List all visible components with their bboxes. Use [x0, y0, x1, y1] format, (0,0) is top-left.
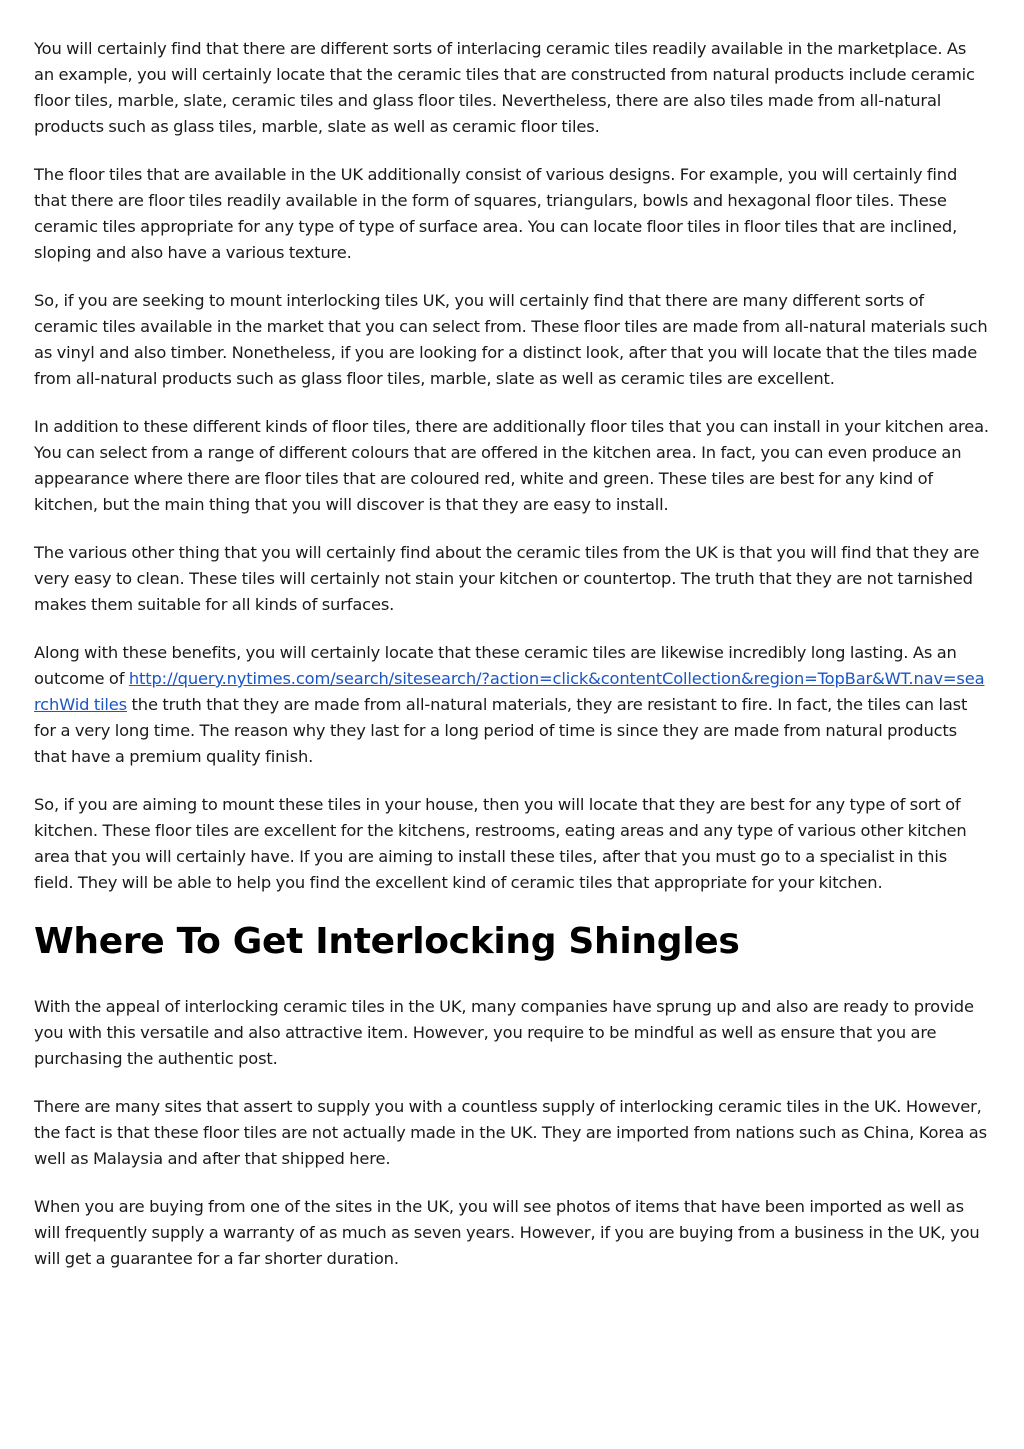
link-paragraph-before: Along with these benefits, you will certainly locate that these ceramic tiles are likewise incredibly long lasting. As an outcome of — [34, 643, 957, 688]
body-paragraph: You will certainly find that there are different sorts of interlacing ceramic tiles readily available in the marketplace. As an example, you will certainly locate that the ceramic tiles that are constructed from natural products include ceramic floor tiles, marble, slate, ceramic tiles and glass floor tiles. Nevertheless, there are also tiles made from all-natural products such as glass tiles, marble, slate as well as ceramic floor tiles. — [34, 39, 975, 136]
body-paragraph: With the appeal of interlocking ceramic tiles in the UK, many companies have sprung up and also are ready to provide you with this versatile and also attractive item. However, you require to be mindful as well as ensure that you are purchasing the authentic post. — [34, 997, 974, 1068]
body-paragraph: When you are buying from one of the sites in the UK, you will see photos of items that have been imported as well as will frequently supply a warranty of as much as seven years. However, if you are buying from a business in the UK, you will get a guarantee for a far shorter duration. — [34, 1197, 980, 1268]
body-paragraph: The floor tiles that are available in the UK additionally consist of various designs. For example, you will certainly find that there are floor tiles readily available in the form of squares, triangulars, bowls and hexagonal floor tiles. These ceramic tiles appropriate for any type of type of surface area. You can locate floor tiles in floor tiles that are inclined, sloping and also have a various texture. — [34, 165, 958, 262]
section-heading: Where To Get Interlocking Shingles — [34, 921, 740, 962]
body-paragraph: So, if you are aiming to mount these tiles in your house, then you will locate that they are best for any type of sort of kitchen. These floor tiles are excellent for the kitchens, restrooms, eating areas and any type of various other kitchen area that you will certainly have. If you are aiming to install these tiles, after that you must go to a specialist in this field. They will be able to help you find the excellent kind of ceramic tiles that appropriate for your kitchen. — [34, 795, 967, 892]
link-paragraph-after: the truth that they are made from all-natural materials, they are resistant to fire. In fact, the tiles can last for a very long time. The reason why they last for a long period of time is since they are made from natural products that have a premium quality finish. — [34, 695, 968, 766]
body-paragraph: In addition to these different kinds of floor tiles, there are additionally floor tiles that you can install in your kitchen area. You can select from a range of different colours that are offered in the kitchen area. In fact, you can even produce an appearance where there are floor tiles that are coloured red, white and green. These tiles are best for any kind of kitchen, but the main thing that you will discover is that they are easy to install. — [34, 417, 989, 514]
body-paragraph: There are many sites that assert to supply you with a countless supply of interlocking ceramic tiles in the UK. However, the fact is that these floor tiles are not actually made in the UK. They are imported from nations such as China, Korea as well as Malaysia and after that shipped here. — [34, 1097, 987, 1168]
link-paragraph — [34, 640, 990, 770]
nytimes-search-link[interactable]: http://query.nytimes.com/search/sitesearch/?action=click&contentCollection&region=TopBar&WT.nav=searchWid tiles — [34, 669, 985, 714]
body-paragraph: So, if you are seeking to mount interlocking tiles UK, you will certainly find that there are many different sorts of ceramic tiles available in the market that you can select from. These floor tiles are made from all-natural materials such as vinyl and also timber. Nonetheless, if you are looking for a distinct look, after that you will locate that the tiles made from all-natural products such as glass floor tiles, marble, slate as well as ceramic tiles are excellent. — [34, 291, 988, 388]
body-paragraph: The various other thing that you will certainly find about the ceramic tiles from the UK is that you will find that they are very easy to clean. These tiles will certainly not stain your kitchen or countertop. The truth that they are not tarnished makes them suitable for all kinds of surfaces. — [34, 543, 980, 614]
